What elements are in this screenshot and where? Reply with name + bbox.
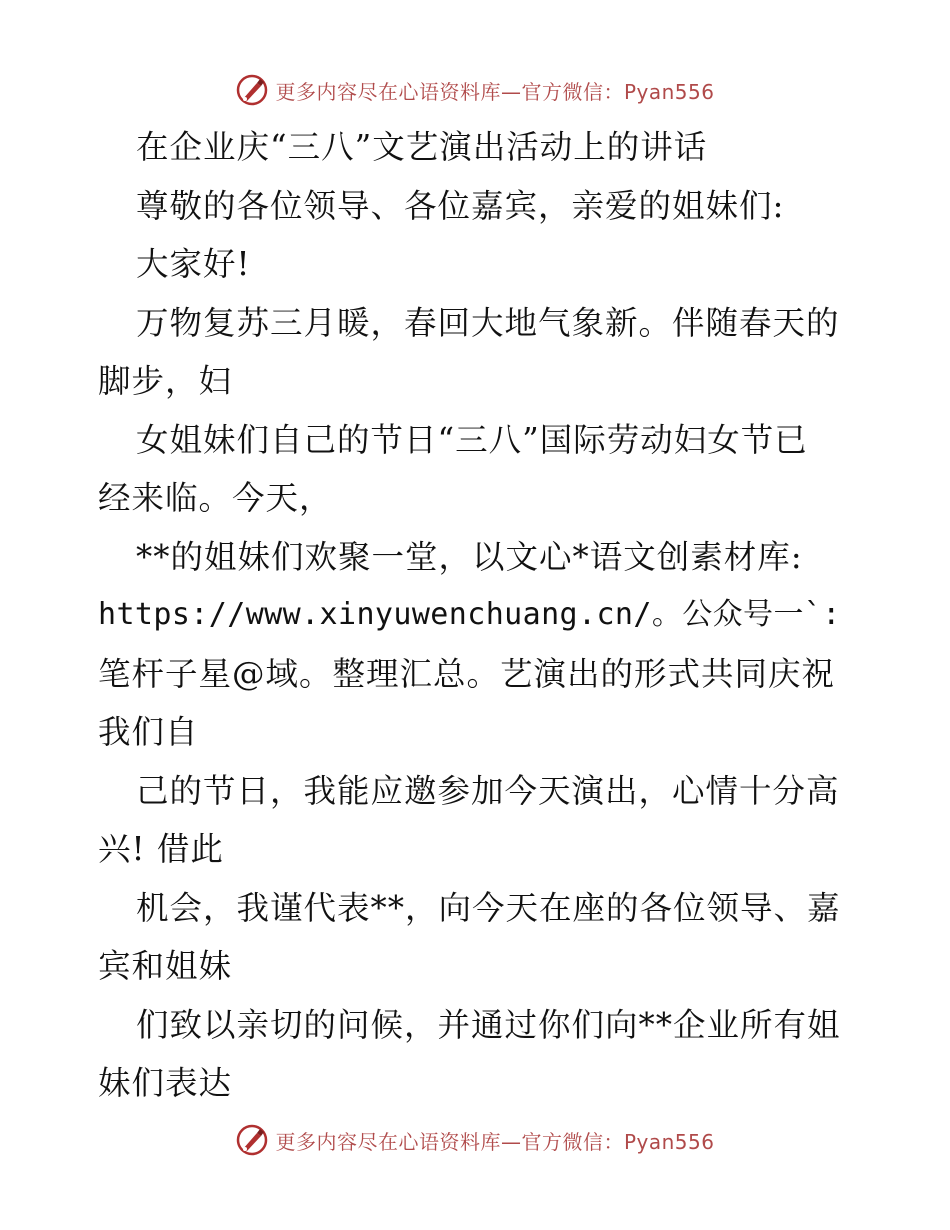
footer-banner <box>0 1120 950 1160</box>
paragraph-line: 们致以亲切的问候，并通过你们向**企业所有姐 <box>136 1005 841 1044</box>
pen-logo-icon <box>235 1123 269 1157</box>
url-line: https://www.xinyuwenchuang.cn/。公众号一`: <box>98 597 841 632</box>
paragraph-line: 笔杆子星@域。整理汇总。艺演出的形式共同庆祝 <box>98 654 836 693</box>
paragraph-line: 万物复苏三月暖，春回大地气象新。伴随春天的 <box>136 303 840 342</box>
paragraph-line: 我们自 <box>98 713 199 751</box>
paragraph-line: 宾和姐妹 <box>98 947 233 985</box>
salutation: 尊敬的各位领导、各位嘉宾，亲爱的姐妹们: <box>136 186 785 225</box>
document-title: 在企业庆“三八”文艺演出活动上的讲话 <box>136 128 708 166</box>
document-body <box>98 118 858 1113</box>
greeting: 大家好! <box>136 245 251 283</box>
pen-logo-icon <box>235 73 269 107</box>
footer-banner-text: 更多内容尽在心语资料库—官方微信：Pyan556 <box>275 1129 715 1154</box>
header-banner-text: 更多内容尽在心语资料库—官方微信：Pyan556 <box>275 79 715 104</box>
paragraph-line: 妹们表达 <box>98 1064 233 1102</box>
paragraph-line: **的姐妹们欢聚一堂，以文心*语文创素材库: <box>136 537 803 576</box>
header-banner <box>0 70 950 110</box>
paragraph-line: 经来临。今天， <box>98 479 333 517</box>
paragraph-line: 脚步，妇 <box>98 362 233 400</box>
paragraph-line: 机会，我谨代表**，向今天在座的各位领导、嘉 <box>136 888 841 927</box>
paragraph-line: 女姐妹们自己的节日“三八”国际劳动妇女节已 <box>136 420 808 459</box>
paragraph-line: 己的节日，我能应邀参加今天演出，心情十分高 <box>136 771 840 810</box>
paragraph-line: 兴! 借此 <box>98 830 224 868</box>
